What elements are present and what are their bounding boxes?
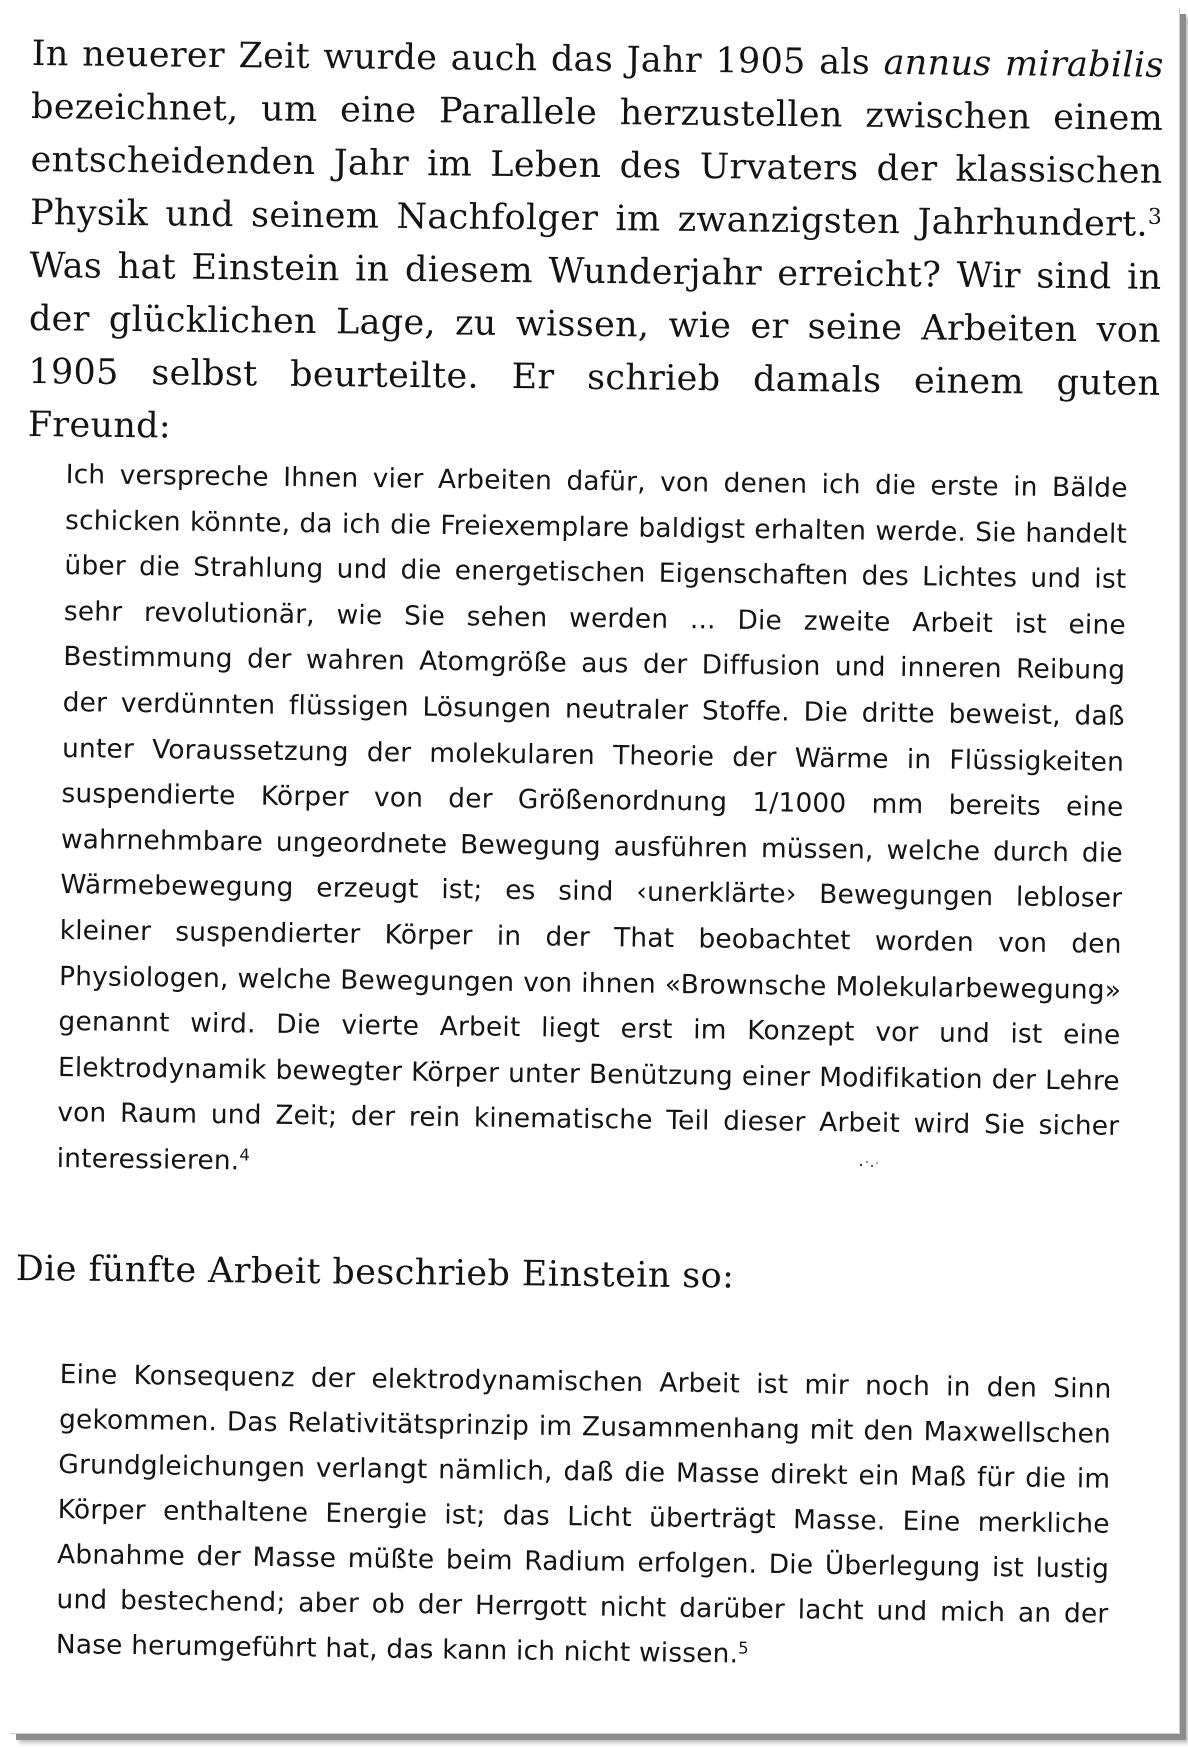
scan-speck-mark: [855, 1156, 885, 1170]
intro-italic-phrase: annus mirabilis: [883, 42, 1164, 86]
transition-sentence: [15, 1244, 915, 1303]
letter-quote-1-text: Ich verspreche Ihnen vier Arbeiten dafür, von denen ich die erste in Bälde schicken könnte, da ich die Freiexemplare baldigst erhalten werde. Sie handelt über die Strahlung und die energetischen Eigenschaften des Lichtes und ist sehr revolutionär, wie Sie sehen werden ... Die zweite Arbeit ist eine Bestimmung der wahren Atomgröße aus der Diffusion und inneren Reibung der verdünnten flüssigen Lösungen neutraler Stoffe. Die dritte beweist, daß unter Voraussetzung der molekularen Theorie der Wärme in Flüssigkeiten suspendierte Körper von der Größenordnung 1/1000 mm bereits eine wahrnehmbare ungeordnete Bewegung ausführen müssen, welche durch die Wärmebewegung erzeugt ist; es sind ‹unerklärte› Bewegungen lebloser kleiner suspendierter Körper in der That beobachtet worden von den Physiologen, welche Bewegungen von ihnen «Brownsche Molekularbewegung» genannt wird. Die vierte Arbeit liegt erst im Konzept vor und ist eine Elektrodynamik bewegter Körper unter Benützung einer Modifikation der Lehre von Raum und Zeit; der rein kinematische Teil dieser Arbeit wird Sie sicher interessieren.: [56, 458, 1128, 1177]
footnote-marker-5: 5: [738, 1638, 750, 1658]
intro-paragraph: [28, 28, 1164, 464]
intro-text-1: In neuerer Zeit wurde auch das Jahr 1905 als: [31, 33, 884, 83]
intro-text-3: Was hat Einstein in diesem Wunderjahr erreicht? Wir sind in der glücklichen Lage, zu wissen, wie er seine Arbeiten von 1905 selbst beurteilte. Er schrieb damals einem guten Freund:: [27, 245, 1162, 447]
footnote-marker-3: 3: [1147, 204, 1163, 230]
scanned-page: [10, 8, 1180, 1734]
letter-quote-2-text: Eine Konsequenz der elektrodynamischen Arbeit ist mir noch in den Sinn gekommen. Das Relativitätsprinzip im Zusammenhang mit den Maxwellschen Grundgleichungen verlangt nämlich, daß die Masse direkt ein Maß für die im Körper enthaltene Energie ist; das Licht überträgt Masse. Eine merkliche Abnahme der Masse müßte beim Radium erfolgen. Die Überlegung ist lustig und bestechend; aber ob der Herrgott nicht darüber lacht und mich an der Nase herumgeführt hat, das kann ich nicht wissen.: [55, 1358, 1112, 1670]
transition-sentence-text: Die fünfte Arbeit beschrieb Einstein so:: [15, 1248, 735, 1297]
intro-text-2: bezeichnet, um eine Parallele herzustellen zwischen einem entscheidenden Jahr im Leben des Urvaters der klassischen Physik und seinem Nachfolger im zwanzigsten Jahrhundert.: [29, 86, 1164, 245]
letter-quote-2: [56, 1352, 1112, 1682]
footnote-marker-4: 4: [239, 1145, 251, 1165]
letter-quote-1: [56, 452, 1127, 1195]
